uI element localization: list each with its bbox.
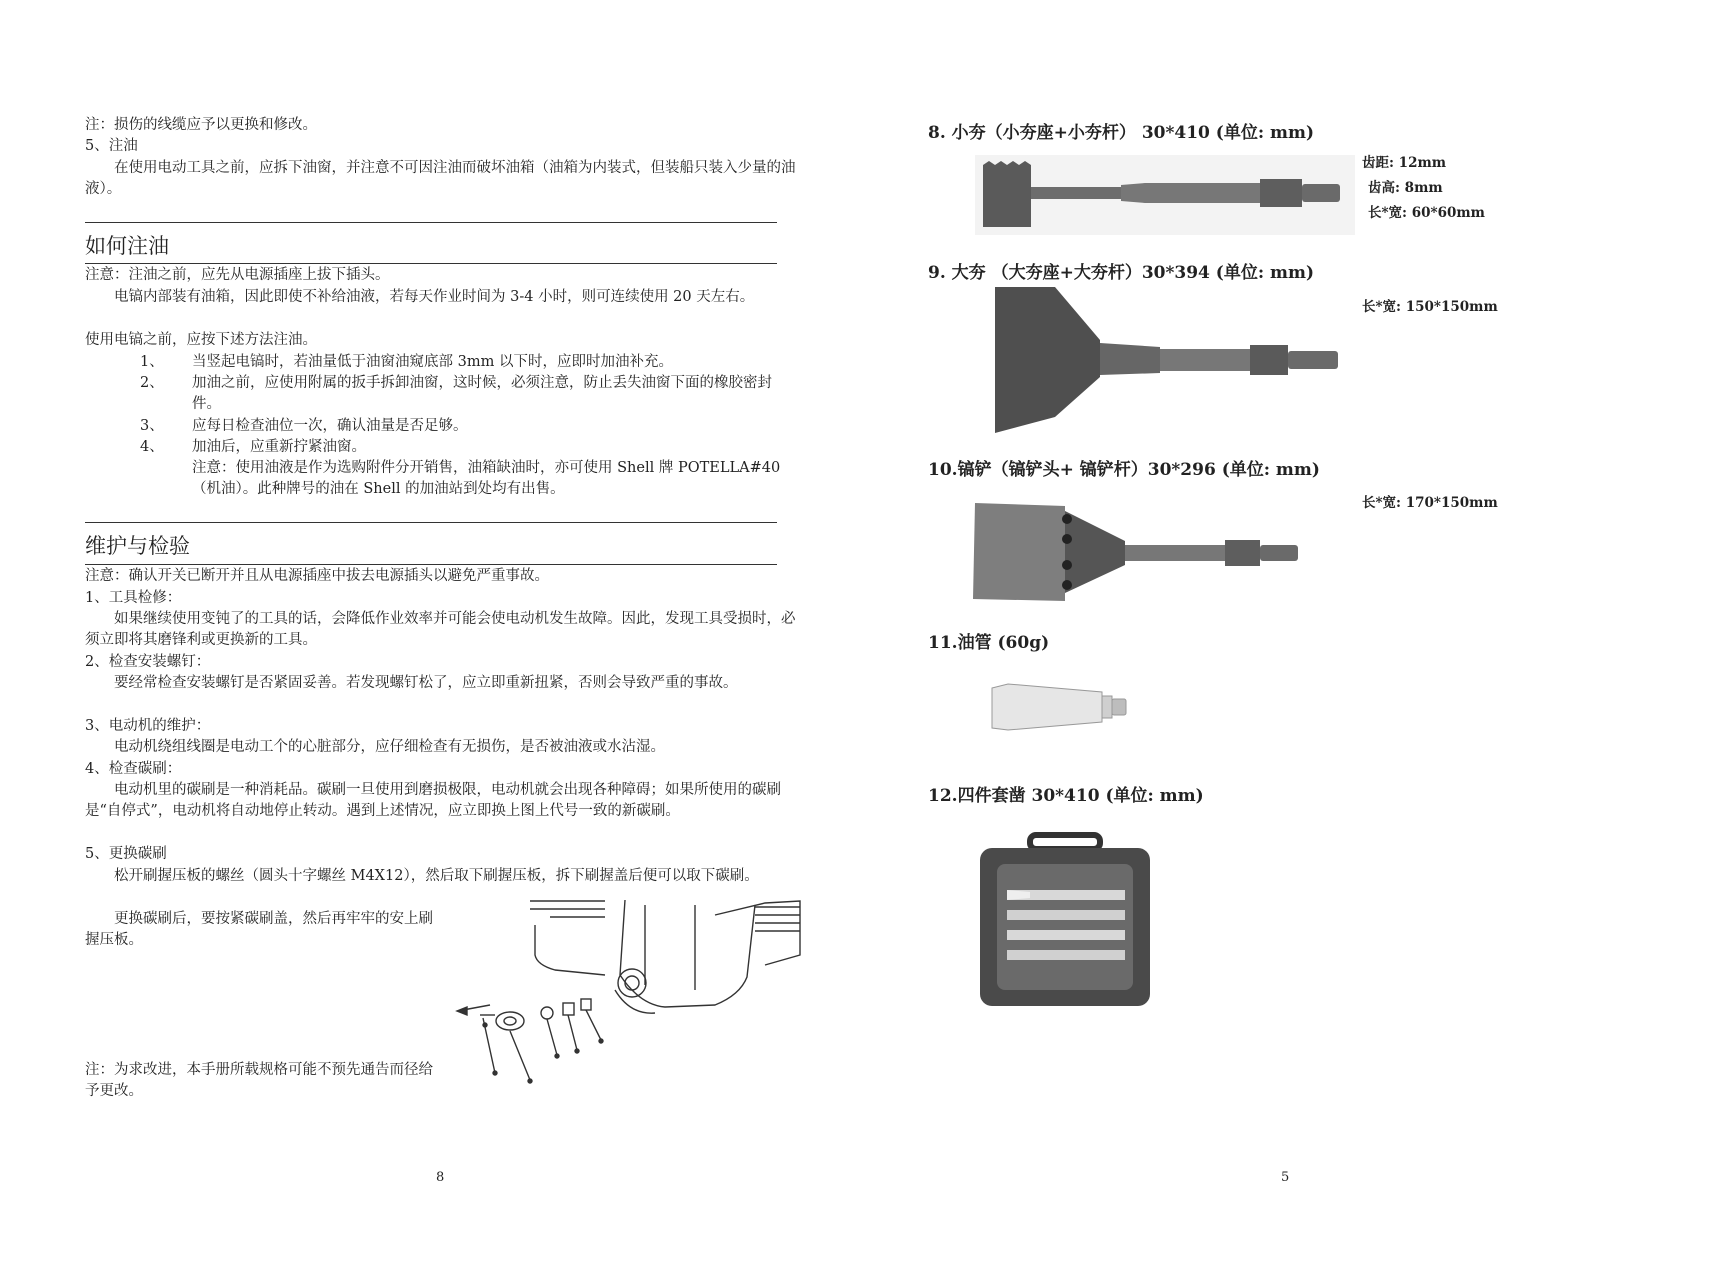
left-page [0,0,856,1282]
maint-item-heading: 4、检查碳刷： [85,761,182,777]
divider [85,263,777,264]
tool-title-8: 8. 小夯（小夯座+小夯杆） 30*410 (单位: mm) [928,123,1315,143]
large-tamper-image [985,285,1355,435]
grease-tube-image [990,682,1130,734]
maint-item-heading: 5、更换碳刷 [85,846,167,862]
oil-step [140,373,800,415]
oiling-item-heading: 5、注油 [85,138,138,154]
tool-title-10: 10.镐铲（镐铲头+ 镐铲杆）30*296 (单位: mm) [928,460,1320,480]
oil-extra-note: 注意：使用油液是作为选购附件分开销售，油箱缺油时，亦可使用 Shell 牌 POTELLA#40（机油）。此种牌号的油在 Shell 的加油站到处均有出售。 [192,460,781,497]
maint-item-body: 如果继续使用变钝了的工具的话，会降低作业效率并可能会使电动机发生故障。因此，发现工具受损时，必须立即将其磨锋利或更换新的工具。 [85,611,796,648]
oil-step [140,437,800,458]
page-number-left: 8 [436,1170,445,1185]
divider [85,222,777,223]
carbon-brush-diagram [455,895,845,1090]
step-number: 1、 [140,354,164,370]
tool-spec: 齿距: 12mm [1362,155,1447,171]
maint-item-heading: 1、工具检修： [85,590,182,606]
tool-spec: 齿高: 8mm [1368,180,1443,196]
step-text: 当竖起电镐时，若油量低于油窗油窥底部 3mm 以下时，应即时加油补充。 [192,354,673,370]
tool-spec: 长*宽: 60*60mm [1368,205,1485,221]
section-oil-para2: 使用电镐之前，应按下述方法注油。 [85,332,317,348]
step-text: 加油后，应重新拧紧油窗。 [192,439,366,455]
maint-item-heading: 2、检查安装螺钉： [85,654,211,670]
step-text: 加油之前，应使用附属的扳手拆卸油窗，这时候，必须注意，防止丢失油窗下面的橡胶密封件。 [192,375,772,412]
maint-item-body: 电动机绕组线圈是电动工个的心脏部分，应仔细检查有无损伤，是否被油液或水沾湿。 [114,739,665,755]
maint-item-body: 要经常检查安装螺钉是否紧固妥善。若发现螺钉松了，应立即重新扭紧，否则会导致严重的事故。 [114,675,738,691]
section-oil-note: 注意：注油之前，应先从电源插座上拔下插头。 [85,267,390,283]
oiling-item-body: 在使用电动工具之前，应拆下油窗，并注意不可因注油而破坏油箱（油箱为内装式，但装船只装入少量的油液）。 [85,160,796,197]
chisel-set-case-image [975,830,1155,1010]
oil-step [140,352,800,373]
tool-title-12: 12.四件套凿 30*410 (单位: mm) [928,786,1204,806]
step-number: 3、 [140,418,164,434]
section-maint-note: 注意：确认开关已断开并且从电源插座中拔去电源插头以避免严重事故。 [85,568,549,584]
section-title-maint: 维护与检验 [85,534,190,558]
note-cable: 注：损伤的线缆应予以更换和修改。 [85,117,317,133]
maint-item-body: 松开刷握压板的螺丝（圆头十字螺丝 M4X12），然后取下刷握压板，拆下刷握盖后便可以取下碳刷。 [114,868,759,884]
tool-spec: 长*宽: 150*150mm [1362,299,1498,315]
section-oil-para1: 电镐内部装有油箱，因此即使不补给油液，若每天作业时间为 3-4 小时，则可连续使用 20 天左右。 [114,289,755,305]
oil-step [140,416,800,437]
spade-chisel-image [965,503,1335,603]
divider [85,522,777,523]
tool-title-11: 11.油管 (60g) [928,633,1050,653]
step-number: 4、 [140,439,164,455]
brush-after-text: 更换碳刷后，要按紧碳刷盖，然后再牢牢的安上刷握压板。 [85,911,433,948]
small-tamper-image [975,155,1355,235]
tool-spec: 长*宽: 170*150mm [1362,495,1498,511]
maint-item-heading: 3、电动机的维护： [85,718,211,734]
tool-title-9: 9. 大夯 （大夯座+大夯杆）30*394 (单位: mm) [928,263,1315,283]
section-title-oil: 如何注油 [85,234,169,258]
divider [85,564,777,565]
step-number: 2、 [140,375,164,391]
final-note: 注：为求改进，本手册所载规格可能不预先通告而径给予更改。 [85,1062,433,1099]
maint-item-body: 电动机里的碳刷是一种消耗品。碳刷一旦使用到磨损极限，电动机就会出现各种障碍；如果所使用的碳刷是“自停式”，电动机将自动地停止转动。遇到上述情况，应立即换上图上代号一致的新碳刷。 [85,782,781,819]
page-number-right: 5 [1281,1170,1290,1185]
step-text: 应每日检查油位一次，确认油量是否足够。 [192,418,468,434]
